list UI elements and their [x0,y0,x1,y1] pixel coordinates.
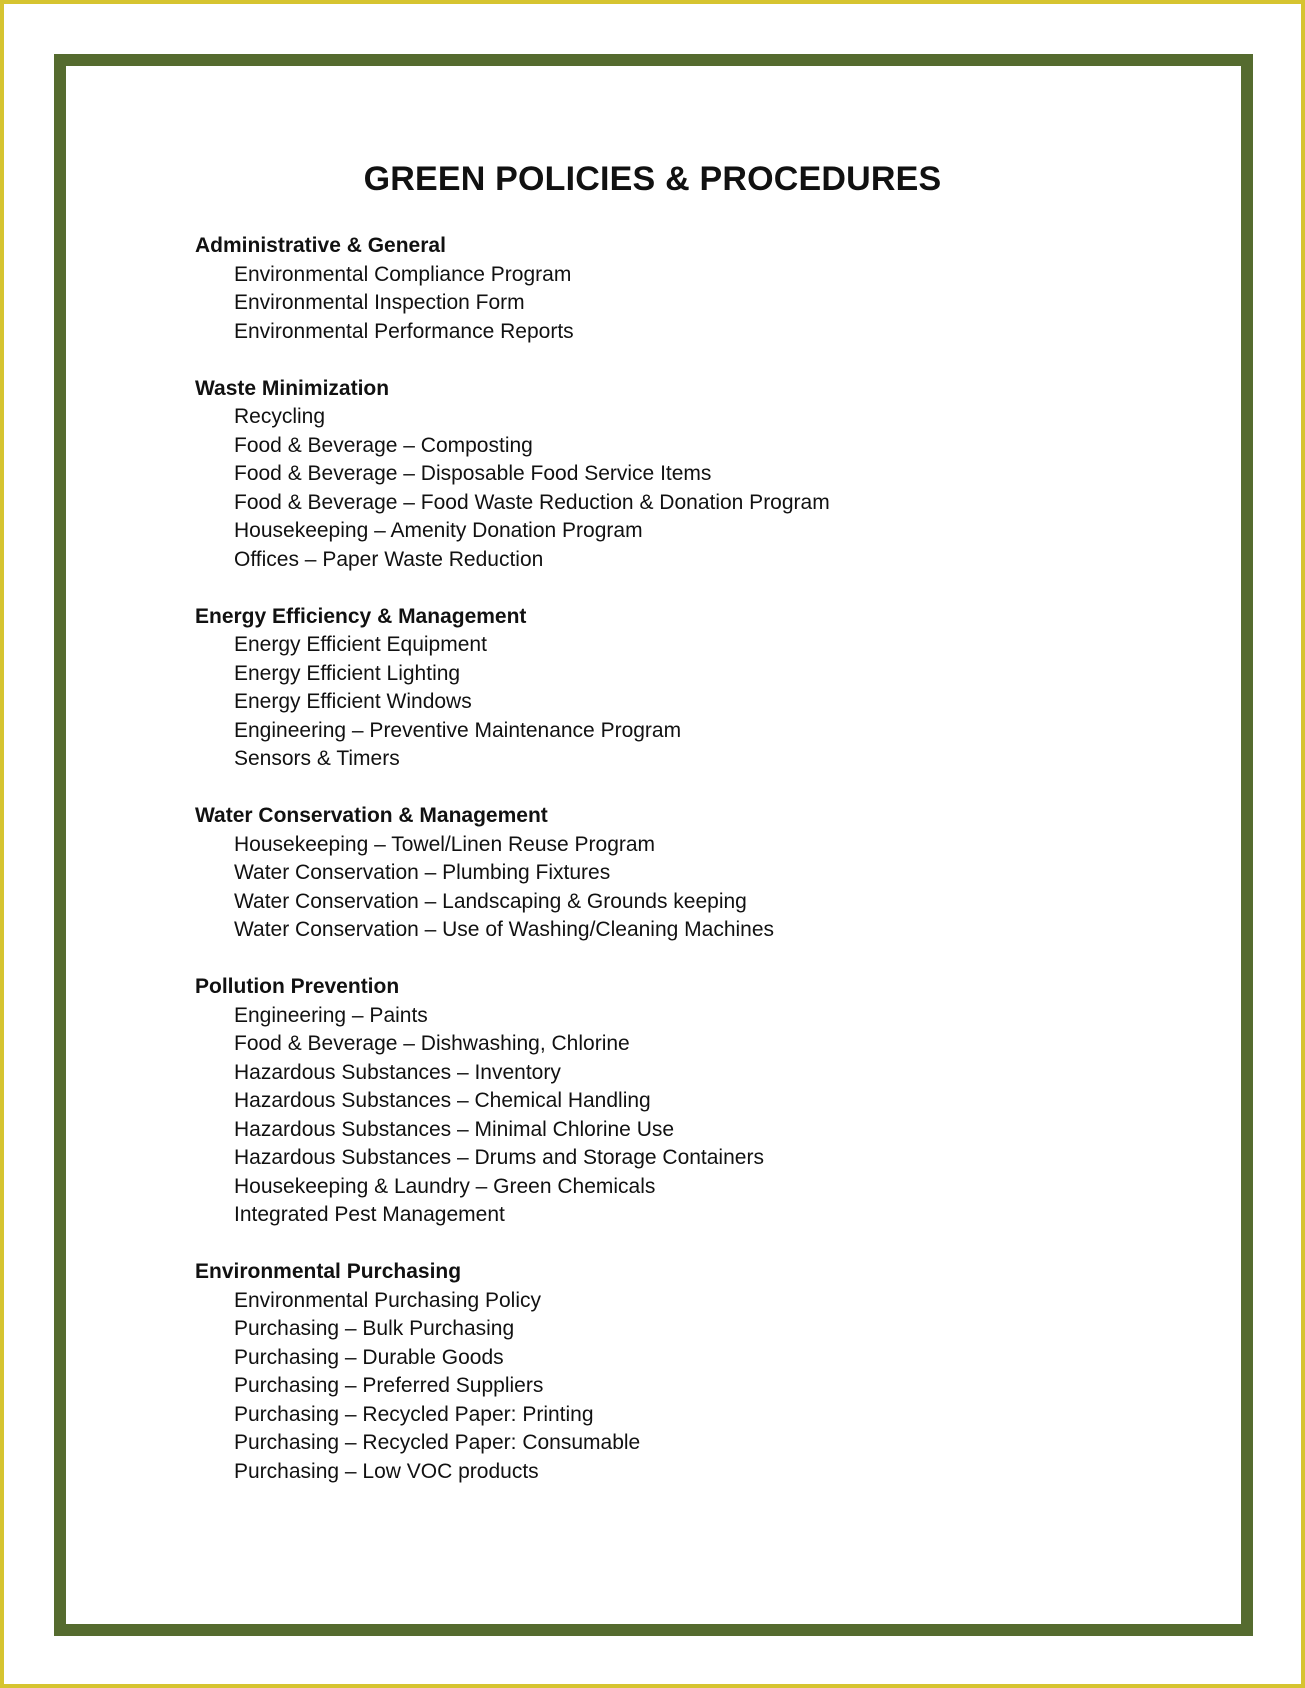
policy-list [195,261,1155,347]
policy-item: Purchasing – Preferred Suppliers [234,1374,544,1397]
policy-list [195,831,1155,945]
policy-item: Water Conservation – Plumbing Fixtures [234,861,611,884]
page-title: GREEN POLICIES & PROCEDURES [363,160,942,198]
policy-item: Sensors & Timers [234,747,400,770]
section-heading: Pollution Prevention [195,975,400,998]
policy-item: Energy Efficient Windows [234,690,472,713]
policy-item: Integrated Pest Management [234,1203,505,1226]
policy-item: Hazardous Substances – Drums and Storage Containers [234,1146,764,1169]
policy-item: Food & Beverage – Composting [234,433,533,457]
section-heading: Waste Minimization [195,376,390,400]
policy-list [195,1287,1155,1487]
policy-item: Purchasing – Durable Goods [234,1345,504,1369]
policy-section-3 [195,603,1155,774]
policy-item: Purchasing – Recycled Paper: Printing [234,1402,594,1426]
policy-list [195,1002,1155,1230]
policy-section-2 [195,375,1155,575]
policy-section-4 [195,802,1155,945]
policy-item: Housekeeping & Laundry – Green Chemicals [234,1174,656,1198]
policy-item: Housekeeping – Amenity Donation Program [234,519,643,542]
policy-item: Purchasing – Low VOC products [234,1459,539,1483]
policy-item: Engineering – Preventive Maintenance Program [234,718,682,742]
section-heading: Energy Efficiency & Management [195,604,527,628]
policy-item: Hazardous Substances – Chemical Handling [234,1089,651,1112]
policy-item: Hazardous Substances – Inventory [234,1060,561,1084]
policy-list [195,631,1155,774]
policy-item: Energy Efficient Lighting [234,661,461,685]
policy-item: Water Conservation – Landscaping & Grounds keeping [234,889,747,913]
policy-item: Hazardous Substances – Minimal Chlorine Use [234,1117,675,1141]
document-body [195,232,1155,1515]
policy-item: Purchasing – Bulk Purchasing [234,1317,515,1340]
policy-item: Food & Beverage – Disposable Food Service Items [234,462,712,485]
policy-item: Water Conservation – Use of Washing/Cleaning Machines [234,918,775,941]
policy-item: Food & Beverage – Food Waste Reduction & Donation Program [234,490,830,514]
policy-item: Environmental Performance Reports [234,319,574,343]
policy-list [195,403,1155,574]
section-heading: Environmental Purchasing [195,1260,462,1283]
policy-item: Environmental Compliance Program [234,262,572,286]
policy-item: Engineering – Paints [234,1003,428,1027]
policy-item: Recycling [234,405,326,428]
policy-item: Environmental Purchasing Policy [234,1288,541,1312]
policy-item: Environmental Inspection Form [234,291,525,314]
policy-item: Offices – Paper Waste Reduction [234,547,544,571]
policy-item: Purchasing – Recycled Paper: Consumable [234,1431,641,1454]
policy-section-5 [195,973,1155,1230]
policy-section-1 [195,232,1155,346]
policy-item: Food & Beverage – Dishwashing, Chlorine [234,1032,630,1055]
section-heading: Water Conservation & Management [195,804,548,827]
policy-section-6 [195,1258,1155,1486]
section-heading: Administrative & General [195,234,446,257]
policy-item: Energy Efficient Equipment [234,633,487,656]
policy-item: Housekeeping – Towel/Linen Reuse Program [234,832,656,856]
